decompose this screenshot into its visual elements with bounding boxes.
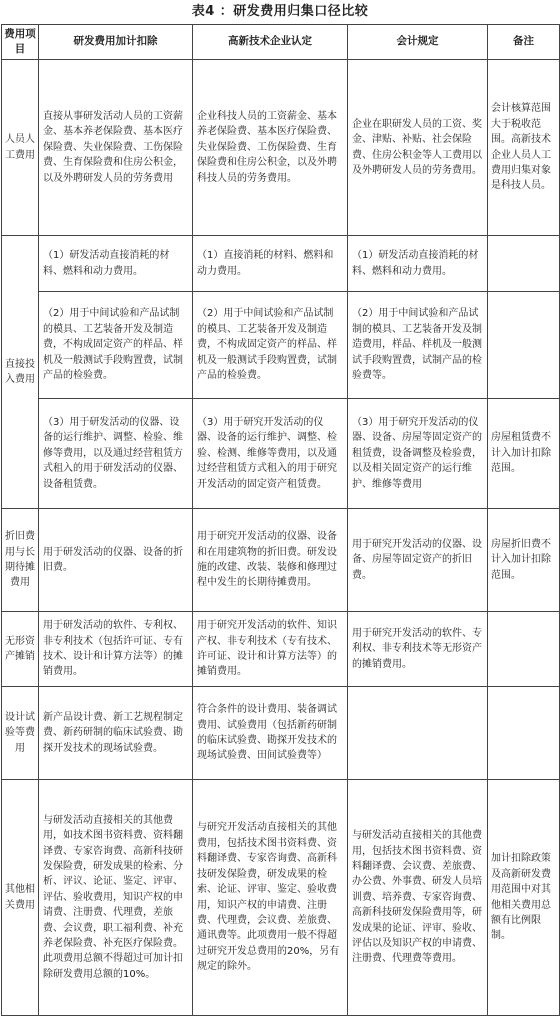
header-item: 费用项目: [2, 25, 39, 60]
table-row-other: [2, 780, 560, 1016]
table-cell: 直接从事研发活动人员的工资薪金、基本养老保险费、基本医疗保险费、失业保险费、工伤保险费、生育保险费和住房公积金，以及外聘研发人员的劳务费用: [39, 60, 193, 236]
header-super-deduction: 研发费用加计扣除: [39, 25, 193, 60]
note-cell: [488, 687, 560, 780]
note-cell: [488, 612, 560, 687]
table-cell: 与研究开发活动直接相关的其他费用，包括技术图书资料费、资料翻译费、专家咨询费、高新科技研发保险费，研发成果的检索、论证、评审、鉴定、验收费用，知识产权的申请费、注册费、代理费，会议费、差旅费、通讯费等。此项费用一般不得超过研究开发总费用的20%，另有规定的除外。: [193, 780, 348, 1016]
header-note: 备注: [488, 25, 560, 60]
table-header-row: [2, 25, 560, 60]
table-cell: 新产品设计费、新工艺规程制定费、新药研制的临床试验费、勘探开发技术的现场试验费。: [39, 687, 193, 780]
note-cell: 加计扣除政策及高新研发费用范围中对其他相关费用总额有比例限制。: [488, 780, 560, 1016]
table-cell: 与研发活动直接相关的其他费用，如技术图书资料费、资料翻译费、专家咨询费、高新科技研发保险费，研发成果的检索、分析、评议、论证、鉴定、评审、评估、验收费用，知识产权的申请费、注册费、代理费，差旅费、会议费，职工福利费、补充养老保险费、补充医疗保险费。此项费用总额不得超过可加计扣除研发费用总额的10%。: [39, 780, 193, 1016]
note-cell: 房屋折旧费不计入加计扣除范围。: [488, 509, 560, 612]
table-row-direct-2: [2, 292, 560, 399]
table-row-direct-1: [2, 236, 560, 292]
row-label: 其他相关费用: [2, 780, 39, 1016]
table-cell: （2）用于中间试验和产品试制的模具、工艺装备开发及制造费，不构成固定资产的样品、样机及一般测试手段购置费，试制产品的检验费。: [193, 292, 348, 399]
table-cell: 企业科技人员的工资薪金、基本养老保险费、基本医疗保险费、失业保险费、工伤保险费、生育保险费和住房公积金，以及外聘科技人员的劳务费用。: [193, 60, 348, 236]
row-label: 人员人工费用: [2, 60, 39, 236]
table-cell: （2）用于中间试验和产品试制的模具、工艺装备开发及制造费，不构成固定资产的样品、样机及一般测试手段购置费，试制产品的检验费。: [39, 292, 193, 399]
table-cell: （3）用于研究开发活动的仪器、设备的运行维护、调整、检验、检测、维修等费用，以及通过经营租赁方式租入的用于研究开发活动的固定资产租赁费。: [193, 399, 348, 509]
row-label: 直接投入费用: [2, 236, 39, 509]
table-cell: [348, 687, 488, 780]
comparison-table: [1, 24, 560, 1016]
table-cell: （3）用于研究开发活动的仪器、设备、房屋等固定资产的租赁费，设备调整及检验费，以及相关固定资产的运行维护、维修等费用: [348, 399, 488, 509]
table-row-intangible: [2, 612, 560, 687]
table-cell: 用于研究开发活动的仪器、设备和在用建筑物的折旧费。研发设施的改建、改装、装修和修理过程中发生的长期待摊费用。: [193, 509, 348, 612]
header-accounting: 会计规定: [348, 25, 488, 60]
table-cell: 用于研究开发活动的仪器、设备、房屋等固定资产的折旧费。: [348, 509, 488, 612]
table-cell: 符合条件的设计费用、装备调试费用、试验费用（包括新药研制的临床试验费、勘探开发技术的现场试验费、田间试验费等）: [193, 687, 348, 780]
table-cell: （1）直接消耗的材料、燃料和动力费用。: [193, 236, 348, 292]
table-cell: （3）用于研发活动的仪器、设备的运行维护、调整、检验、维修等费用，以及通过经营租赁方式租入的用于研发活动的仪器、设备租赁费。: [39, 399, 193, 509]
table-cell: （1）研发活动直接消耗的材料、燃料和动力费用。: [39, 236, 193, 292]
table-cell: （2）用于中间试验和产品试制的模具、工艺装备开发及制造费用，样品、样机及一般测试手段购置费，试制产品的检验费等。: [348, 292, 488, 399]
table-row-personnel: [2, 60, 560, 236]
table-cell: 与研发活动直接相关的其他费用，包括技术图书资料费、资料翻译费、会议费、差旅费、办公费、外事费、研发人员培训费、培养费、专家咨询费、高新科技研发保险费用等，研发成果的论证、评审、验收、评估以及知识产权的申请费、注册费、代理费等费用。: [348, 780, 488, 1016]
table-row-design: [2, 687, 560, 780]
table-cell: （1）研发活动直接消耗的材料、燃料和动力费用。: [348, 236, 488, 292]
table-cell: 企业在职研发人员的工资、奖金、津贴、补贴、社会保险费、住房公积金等人工费用以及外聘研发人员的劳务费用。: [348, 60, 488, 236]
row-label: 无形资产摊销: [2, 612, 39, 687]
note-cell: 房屋租赁费不计入加计扣除范围。: [488, 399, 560, 509]
table-cell: 用于研发活动的仪器、设备的折旧费。: [39, 509, 193, 612]
table-row-depreciation: [2, 509, 560, 612]
row-label: 设计试验等费用: [2, 687, 39, 780]
table-row-direct-3: [2, 399, 560, 509]
table-cell: 用于研究开发活动的软件、专利权、非专利技术等无形资产的摊销费用。: [348, 612, 488, 687]
note-cell: [488, 292, 560, 399]
header-high-tech: 高新技术企业认定: [193, 25, 348, 60]
note-cell: [488, 236, 560, 292]
note-cell: 会计核算范围大于税收范围。高新技术企业人员人工费用归集对象是科技人员。: [488, 60, 560, 236]
row-label: 折旧费用与长期待摊费用: [2, 509, 39, 612]
table-cell: 用于研究开发活动的软件、知识产权、非专利技术（专有技术、许可证、设计和计算方法等）的摊销费用。: [193, 612, 348, 687]
table-caption: 表4 ：研发费用归集口径比较: [191, 4, 369, 19]
table-cell: 用于研发活动的软件、专利权、非专利技术（包括许可证、专有技术、设计和计算方法等）的摊销费用。: [39, 612, 193, 687]
